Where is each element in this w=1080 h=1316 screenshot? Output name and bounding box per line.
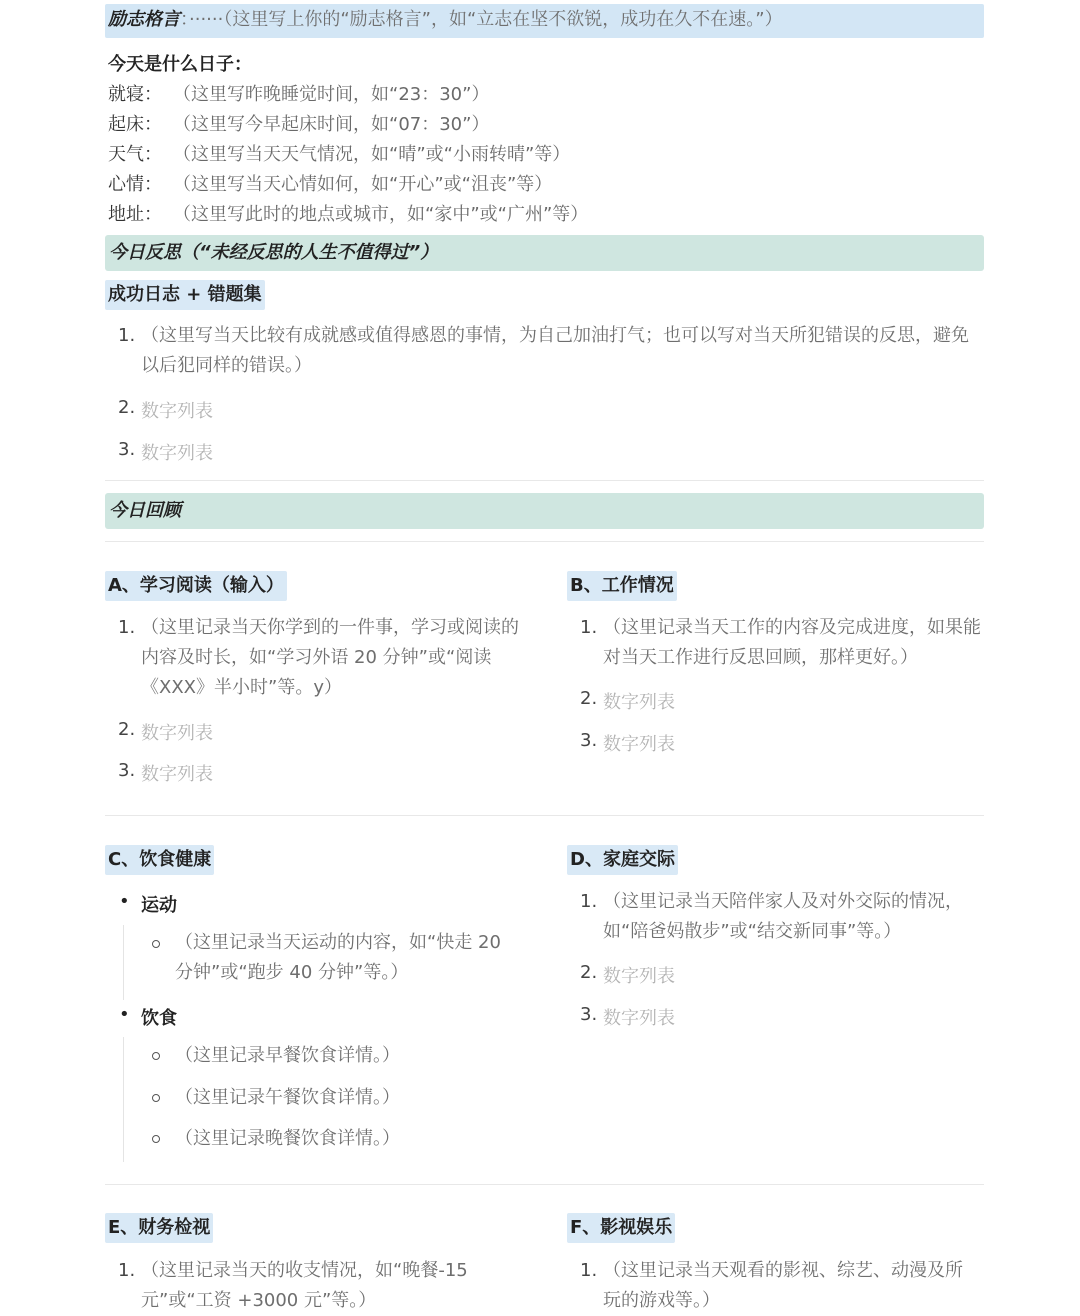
section-b-num-2: 2. [580,688,598,709]
reflection-chip: 成功日志 + 错题集 [105,280,265,310]
section-a-item-1[interactable]: （这里记录当天你学到的一件事，学习或阅读的内容及时长，如“学习外语 20 分钟”或“阅读《XXX》半小时”等。y） [141,617,519,698]
section-b-num-1: 1. [580,617,598,638]
info-value: （这里写此时的地点或城市，如“家中”或“广州”等） [173,204,589,225]
info-row-sleep [108,80,489,106]
diet-dinner[interactable]: （这里记录晚餐饮食详情。） [175,1128,400,1149]
divider [105,1184,984,1185]
sport-text[interactable]: （这里记录当天运动的内容，如“快走 20 分钟”或“跑步 40 分钟”等。） [175,932,501,983]
diet-lunch[interactable]: （这里记录午餐饮食详情。） [175,1087,400,1108]
diet-label: 饮食 [141,1008,177,1029]
section-d-num-1: 1. [580,891,598,912]
info-key: 就寝： [108,84,162,105]
info-row-mood [108,170,552,196]
reflection-item-2[interactable]: 数字列表 [141,401,213,422]
bullet-dot: • [119,1004,130,1025]
today-heading: 今天是什么日子： [108,54,252,75]
section-d-title: D、家庭交际 [567,845,678,875]
section-f-num-1: 1. [580,1260,598,1281]
section-e-num-1: 1. [118,1260,136,1281]
section-d-item-3[interactable]: 数字列表 [603,1008,675,1029]
info-row-wake [108,110,489,136]
divider [105,815,984,816]
section-d-num-3: 3. [580,1004,598,1025]
motto-label: 励志格言 [108,9,180,30]
info-value: （这里写今早起床时间，如“07：30”） [173,114,490,135]
section-d-num-2: 2. [580,962,598,983]
section-b-item-1[interactable]: （这里记录当天工作的内容及完成进度，如果能对当天工作进行反思回顾，那样更好。） [603,617,981,668]
section-b-title: B、工作情况 [567,571,677,601]
section-f-title: F、影视娱乐 [567,1213,675,1243]
reflection-num-1: 1. [118,325,136,346]
section-a-item-2[interactable]: 数字列表 [141,723,213,744]
info-key: 天气： [108,144,162,165]
divider [105,541,984,542]
bullet-dot: • [119,891,130,912]
section-e-title: E、财务检视 [105,1213,213,1243]
section-a-num-1: 1. [118,617,136,638]
info-row-weather [108,140,570,166]
info-value: （这里写昨晚睡觉时间，如“23：30”） [173,84,490,105]
section-a-item-3[interactable]: 数字列表 [141,764,213,785]
nest-line [123,1037,124,1162]
nest-line [123,925,124,1000]
motto-text: ：······（这里写上你的“励志格言”，如“立志在坚不欲锐，成功在久不在速。”） [180,9,783,30]
reflection-band-text: 今日反思（“未经反思的人生不值得过”） [109,242,439,263]
section-a-title: A、学习阅读（输入） [105,571,287,601]
info-value: （这里写当天心情如何，如“开心”或“沮丧”等） [173,174,553,195]
reflection-item-3[interactable]: 数字列表 [141,443,213,464]
reflection-num-2: 2. [118,397,136,418]
reflection-num-3: 3. [118,439,136,460]
review-band [105,493,984,529]
info-key: 心情： [108,174,162,195]
diet-breakfast[interactable]: （这里记录早餐饮食详情。） [175,1045,400,1066]
sport-label: 运动 [141,895,177,916]
section-c-title: C、饮食健康 [105,845,214,875]
reflection-band [105,235,984,271]
section-b-item-3[interactable]: 数字列表 [603,734,675,755]
circle-bullet [152,940,160,948]
section-f-item-1[interactable]: （这里记录当天观看的影视、综艺、动漫及所玩的游戏等。） [603,1260,963,1311]
circle-bullet [152,1135,160,1143]
circle-bullet [152,1094,160,1102]
divider [105,480,984,481]
section-d-item-2[interactable]: 数字列表 [603,966,675,987]
motto-band [105,4,984,38]
info-row-address [108,200,588,226]
section-d-item-1[interactable]: （这里记录当天陪伴家人及对外交际的情况，如“陪爸妈散步”或“结交新同事”等。） [603,891,963,942]
info-key: 地址： [108,204,162,225]
info-key: 起床： [108,114,162,135]
section-b-num-3: 3. [580,730,598,751]
section-e-item-1[interactable]: （这里记录当天的收支情况，如“晚餐-15 元”或“工资 +3000 元”等。） [141,1260,468,1311]
circle-bullet [152,1052,160,1060]
reflection-item-1[interactable]: （这里写当天比较有成就感或值得感恩的事情，为自己加油打气；也可以写对当天所犯错误的反思，避免以后犯同样的错误。） [141,325,969,376]
section-b-item-2[interactable]: 数字列表 [603,692,675,713]
info-value: （这里写当天天气情况，如“晴”或“小雨转晴”等） [173,144,571,165]
section-a-num-3: 3. [118,760,136,781]
review-band-text: 今日回顾 [109,500,181,521]
section-a-num-2: 2. [118,719,136,740]
